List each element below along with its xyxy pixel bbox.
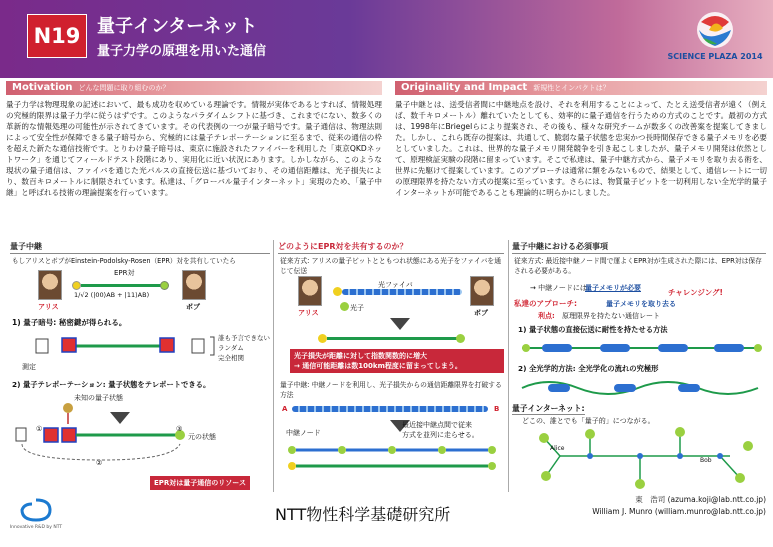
measure-label: 測定 — [22, 363, 36, 371]
col2-bob-label: ボブ — [474, 309, 488, 317]
method2-diagram — [518, 376, 766, 400]
col3-memory-needed: 量子メモリが必要 — [585, 284, 641, 292]
originality-sublabel: 新規性とインパクトは？ — [533, 84, 610, 92]
qi-bob-label: Bob — [700, 457, 712, 464]
column-divider-2 — [508, 240, 509, 492]
photon-dot — [340, 302, 349, 311]
originality-label: Originality and Impact — [401, 82, 528, 93]
col2-bob-qubit-2 — [456, 334, 465, 343]
col3-merit-detail: 原理限界を持たない通信レート — [562, 312, 660, 320]
parallel-caption-2: 方式を並列に走らせる。 — [402, 431, 479, 439]
step1-note2: ランダム — [218, 344, 244, 352]
poster-subtitle: 量子力学の原理を用いた通信 — [97, 44, 267, 59]
contact-2: William J. Munro (william.munro@lab.ntt.co.jp) — [592, 507, 766, 516]
col2-bob-photo — [470, 276, 494, 306]
step-marker-1: ① — [36, 425, 43, 433]
fiber-label: 光ファイバ — [378, 281, 413, 289]
organization-name: NTT物性科学基礎研究所 — [275, 505, 451, 524]
method2-text: 2) 全光学的方法: 全光学化の流れの究極形 — [518, 364, 659, 373]
motivation-text: 量子力学は物理現象の記述において、最も成功を収めている理論です。情報が実体であるとすれば、情報処理の究極的限界は量子力学に従うはずです。このようなパラダイムシフトに基づき、これまでにない、数多くの革新的な情報処理の可能性が示されてきています。その代表例の一つが量子暗号です。量子通信は、物理法則によって安全性が保障できる量子暗号から、究極的には量子テレポーテーションに至るまで、従来の通信の枠を超えた新たな通信技術です。とりわけ量子暗号は、東京に施設されたファイバーを利用した「東京QKDネットワーク」を通じてフィールドテスト段階にあり、実用化に近い状況にあります。しかしながら、このような現状の量子通信は、ファイバを通じた光パルスの直接伝送に基づいており、その通信距離は、光子損失により、数百キロメートルに制限されています。私達は、「グローバル量子インターネット」実現のため、「量子中継」と呼ばれる技術の理論提案を行っています。 — [6, 100, 382, 197]
motivation-bar — [6, 81, 382, 95]
col2-alice-photo — [298, 276, 322, 306]
col3-our-approach-detail: 量子メモリを取り去る — [606, 300, 676, 308]
col3-conventional: 従来方式: 最近接中継ノード間で運よくEPR対が生成された際には、EPR対は保存される必要がある。 — [514, 257, 762, 275]
teleport-arrow-icon — [110, 412, 130, 424]
parallel-caption-1: 最近接中継点間で従来 — [402, 421, 472, 429]
col2-repeater: 量子中継: 中継ノードを利用し、光子損失からの通信距離限界を打破する方法 — [280, 381, 502, 399]
photon-label: 光子 — [350, 304, 364, 312]
step2-text: 2) 量子テレポーテーション: 量子状態をテレポートできる。 — [12, 380, 211, 389]
poster-number-badge: N19 — [27, 14, 87, 58]
col3-merit: 利点: — [538, 312, 555, 320]
qi-alice-label: Alice — [550, 445, 565, 452]
motivation-sublabel: どんな問題に取り組むのか？ — [78, 84, 170, 92]
col3-arrow-text: → 中継ノードには — [530, 284, 587, 292]
col2-alice-qubit-2 — [318, 334, 327, 343]
col2-alice-qubit — [333, 287, 342, 296]
col1-intro: もしアリスとボブがEinstein-Podolsky-Rosen（EPR）対を共有していたら — [12, 257, 236, 265]
globe-logo-icon — [665, 8, 765, 52]
col2-heading: どのようにEPR対を共有するのか？ — [278, 241, 504, 254]
optical-fiber — [342, 289, 462, 295]
originality-text: 量子中継とは、送受信者間に中継地点を設け、それを利用することによって、たとえ送受信者が遠く（例えば、数千キロメートル）離れていたとしても、効率的に量子通信を行うための方式のことです。最初の方式は、1998年にBriegelらにより提案され、その後も、様々な研究チームが数多くの改善案を提案してきました。しかし、これら既存の提案は、共通して、脆弱な量子状態を忠実かつ長時間保存できる量子メモリを必要としていました。これは、世界的な量子メモリ開発競争を引き起こしましたが、量子メモリ開発は依然として、原理検証実験の段階に留まっています。そこで私達は、量子中継方式から、量子メモリを取り去る術を、世界に先駆けて提案しています。このアプローチは通常に類をみないもので、結果として、通信レートに一切の原理限界を持たない方式の提案に至っています。さらには、物質量子ビットを一切利用しない全光学的量子インターネットが可能であることも理論的に明らかにしました。 — [395, 100, 767, 197]
bob-photo — [182, 270, 206, 300]
col3-our-approach: 私達のアプローチ: — [514, 299, 577, 308]
method1-text: 1) 量子状態の直接伝送に耐性を持たせる方法 — [518, 325, 668, 334]
epr-label: EPR対 — [114, 269, 135, 277]
loss-line2: → 通信可能距離は数100km程度に留まってしまう。 — [294, 362, 462, 370]
node-b-label: B — [494, 405, 500, 413]
motivation-label: Motivation — [12, 82, 73, 93]
repeater-fiber — [292, 406, 488, 412]
bob-label: ボブ — [186, 303, 200, 311]
epr-link-line — [81, 284, 161, 287]
step2-diagram — [12, 402, 252, 472]
down-arrow-icon — [390, 318, 410, 330]
alice-qubit — [72, 281, 81, 290]
qi-description: どこの、誰とでも「量子的」につながる。 — [522, 417, 655, 425]
contact-1: 東 浩司 (azuma.koji@lab.ntt.co.jp) — [635, 495, 766, 504]
parallel-links-diagram — [286, 444, 502, 488]
ntt-logo — [6, 496, 66, 536]
relay-node-label: 中継ノード — [286, 429, 321, 437]
original-state-label: 元の状態 — [188, 433, 216, 441]
science-plaza-logo-text: SCIENCE PLAZA 2014 — [667, 52, 763, 61]
col1-heading: 量子中継 — [10, 241, 270, 254]
col2-conventional: 従来方式: アリスの量子ビットとともつれ状態にある光子をファイバを通じて伝送 — [280, 257, 501, 275]
col3-challenging: チャレンジング! — [668, 288, 723, 297]
resource-box: EPR対は量子通信のリソース — [150, 476, 250, 490]
step1-note3: 完全相関 — [218, 354, 244, 362]
poster-title: 量子インターネット — [97, 16, 258, 37]
alice-label: アリス — [38, 303, 59, 311]
bob-qubit — [160, 281, 169, 290]
step1-note1: 誰も予言できない — [218, 334, 270, 342]
loss-warning-box — [290, 349, 504, 373]
method1-diagram — [518, 338, 766, 360]
qi-heading: 量子インターネット: — [512, 404, 585, 413]
step-marker-3: ③ — [176, 425, 183, 433]
col3-heading: 量子中継における必須事項 — [512, 241, 766, 254]
originality-bar — [395, 81, 767, 95]
quantum-network-diagram — [530, 426, 766, 492]
step-marker-2: ② — [96, 459, 103, 467]
loss-line1: 光子損失が距離に対して指数関数的に増大 — [294, 352, 427, 360]
ntt-tagline: Innovative R&D by NTT — [9, 525, 63, 530]
col2-epr-line — [327, 337, 457, 340]
node-a-label: A — [282, 405, 288, 413]
contact-info — [574, 494, 766, 518]
epr-formula: 1/√2 (|00⟩AB + |11⟩AB) — [74, 291, 150, 299]
alice-photo — [38, 270, 62, 300]
science-plaza-logo — [665, 8, 765, 70]
step1-text: 1) 量子暗号: 秘密鍵が得られる。 — [12, 318, 127, 327]
ntt-swirl-icon — [6, 496, 66, 524]
col2-alice-label: アリス — [298, 309, 319, 317]
unknown-state-label: 未知の量子状態 — [74, 394, 123, 402]
